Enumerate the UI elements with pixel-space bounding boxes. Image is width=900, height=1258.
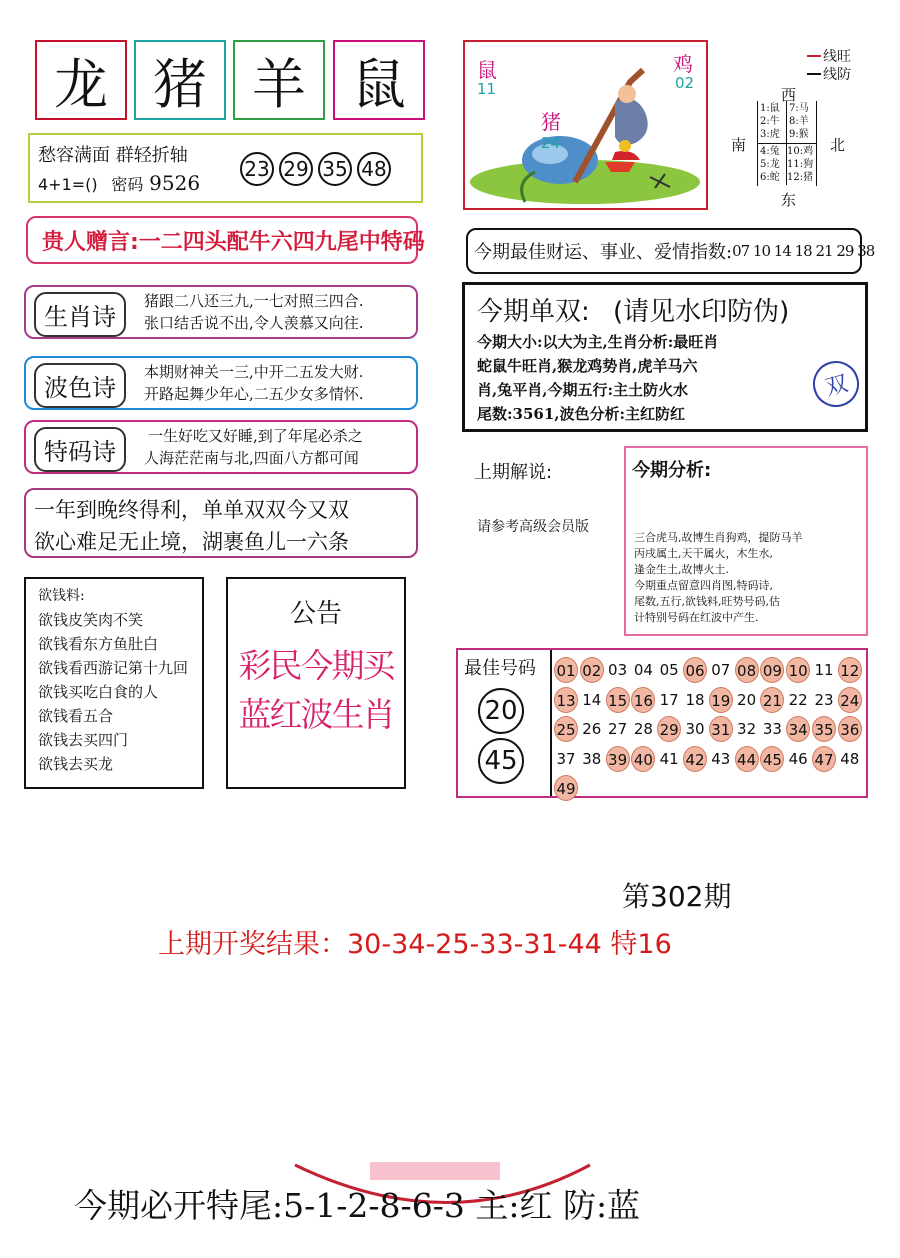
gonggao-line1: 彩民今期买: [238, 646, 394, 685]
grid-number: 16: [631, 687, 655, 713]
poem-line: 一生好吃又好睡,到了年尾必杀之: [148, 427, 363, 445]
legend-label: 线防: [823, 67, 851, 83]
grid-number: 21: [760, 687, 784, 713]
slogan-box: [28, 133, 423, 203]
grid-number: 08: [735, 657, 759, 683]
analysis-line: 尾数,五行,欲钱料,旺势号码,估: [634, 595, 780, 608]
stamp-text: 双: [822, 371, 851, 401]
analysis-line: 今期重点留意四肖图,特码诗,: [634, 579, 773, 592]
list-item: 欲钱看西游记第十九回: [38, 659, 189, 677]
zodiac-box-3: 羊: [233, 40, 325, 120]
zodiac-box-4: 鼠: [333, 40, 425, 120]
grid-number: 07: [711, 661, 731, 679]
legend-wang: [807, 46, 851, 66]
yuqian-box: [24, 577, 204, 789]
circle-numbers: [240, 152, 396, 186]
picture-ji: 鸡: [673, 52, 693, 76]
list-item: 欲钱看五合: [38, 707, 114, 725]
best-left: [458, 650, 550, 796]
analysis-box: [624, 446, 868, 636]
compass-col1: [760, 102, 780, 141]
gonggao-title: 公告: [289, 599, 342, 629]
danshuang-box: [462, 282, 868, 432]
grid-number: 09: [760, 657, 784, 683]
danshuang-line: 蛇鼠牛旺肖,猴龙鸡势肖,虎羊马六: [477, 357, 698, 375]
legend-fang: [807, 64, 851, 84]
picture-shu-num: 11: [477, 80, 497, 98]
circle-number: 48: [357, 152, 391, 186]
compass-cell: 12:猪: [787, 172, 814, 183]
compass: [725, 44, 880, 209]
poem-tag: 特码诗: [34, 427, 126, 472]
grid-number: 43: [711, 749, 731, 768]
best-number-text: 20: [484, 696, 518, 726]
guiren-banner: [26, 216, 425, 264]
poem-line: 开路起舞少年心,二五少女多情怀.: [144, 385, 364, 403]
grid-number: 31: [709, 716, 733, 742]
compass-east: 东: [781, 191, 797, 209]
grid-number: 05: [659, 661, 679, 679]
gonggao-line2: 蓝红波生肖: [238, 695, 394, 734]
analysis-line: 丙戌属土,天干属火，木生水,: [634, 547, 773, 560]
zodiac-box-2: 猪: [134, 40, 226, 120]
grid-number: 23: [814, 690, 834, 709]
gonggao-box: [226, 577, 406, 789]
analysis-line: 逢金生土,故博火土.: [634, 563, 729, 576]
poem-line: 张口结舌说不出,令人羡慕又向往.: [144, 314, 364, 332]
verse-line1: 一年到晚终得利，单单双双今又双: [34, 498, 349, 522]
grid-number: 45: [760, 746, 784, 772]
poem-line: 本期财神关一三,中开二五发大财.: [144, 363, 364, 381]
fortune-numbers: 07 10 14 18 21 29 38: [732, 242, 875, 260]
grid-number: 13: [554, 687, 578, 713]
guiren-text: 贵人赠言:一二四头配牛六四九尾中特码: [42, 229, 425, 255]
analysis-lines: [634, 530, 803, 626]
verse-box: [24, 488, 418, 558]
grid-number: 15: [606, 687, 630, 713]
list-item: 欲钱去买四门: [38, 731, 129, 749]
grid-number: 10: [786, 657, 810, 683]
scene-illustration-icon: [465, 42, 706, 208]
compass-cell: 4:兔: [760, 146, 780, 157]
fortune-box: [466, 228, 875, 274]
list-item: 欲钱看东方鱼肚白: [38, 635, 159, 653]
compass-north: 北: [830, 136, 846, 154]
slogan-line2: [38, 171, 200, 195]
slogan-formula: 4+1=(): [38, 175, 98, 194]
slogan-code-value: 9526: [149, 171, 201, 195]
footer-text: 今期必开特尾:5-1-2-8-6-3 主:红 防:蓝: [74, 1186, 641, 1225]
grid-number: 35: [812, 716, 836, 742]
grid-number: 48: [840, 749, 860, 768]
grid-number: 03: [608, 661, 628, 679]
circle-number: 29: [279, 152, 313, 186]
yuqian-title: 欲钱料:: [38, 588, 85, 604]
best-number-2: [478, 738, 524, 784]
poem-box-bose: [24, 356, 418, 410]
grid-number: 37: [556, 749, 576, 768]
slogan-code-label: 密码: [111, 175, 144, 194]
grid-number: 41: [659, 749, 679, 768]
danshuang-note: (请见水印防伪): [613, 297, 790, 327]
grid-number: 28: [633, 720, 653, 738]
compass-south: 南: [731, 136, 747, 154]
circle-number: 35: [318, 152, 352, 186]
legend-label: 线旺: [823, 49, 851, 65]
compass-cell: 9:猴: [789, 129, 809, 140]
poem-line: 人海茫茫南与北,四面八方都可闻: [144, 449, 359, 467]
zodiac-picture: [463, 40, 708, 210]
grid-number: 49: [554, 775, 578, 801]
poem-box-shengxiao: [24, 285, 418, 339]
grid-number: 18: [685, 690, 705, 709]
analysis-title: 今期分析:: [632, 460, 712, 481]
grid-number: 24: [838, 687, 862, 713]
grid-number: 47: [812, 746, 836, 772]
grid-number: 42: [683, 746, 707, 772]
compass-cell: 11:狗: [787, 159, 814, 170]
danshuang-line: 尾数:3561,波色分析:主红防红: [477, 405, 686, 423]
best-number-text: 45: [484, 746, 518, 776]
grid-number: 20: [737, 690, 757, 709]
grid-number: 38: [582, 749, 602, 768]
grid-number: 27: [608, 720, 628, 738]
grid-number: 06: [683, 657, 707, 683]
grid-number: 26: [582, 720, 602, 738]
list-item: 欲钱买吃白食的人: [38, 683, 159, 701]
last-result: 上期开奖结果：30-34-25-33-31-44 特16: [158, 929, 672, 960]
picture-ji-num: 02: [675, 74, 695, 92]
grid-number: 11: [814, 661, 834, 679]
best-number-1: [478, 688, 524, 734]
list-item: 欲钱皮笑肉不笑: [38, 611, 144, 629]
grid-number: 12: [838, 657, 862, 683]
grid-number: 44: [735, 746, 759, 772]
grid-number: 02: [580, 657, 604, 683]
danshuang-title: 今期单双:: [477, 297, 590, 327]
list-item: 欲钱去买龙: [38, 755, 114, 773]
best-label: 最佳号码: [464, 658, 536, 679]
poem-tag: 波色诗: [34, 363, 126, 408]
grid-number: 22: [788, 690, 808, 709]
picture-zhu: 猪: [541, 110, 561, 134]
analysis-line: 三合虎马,故博生肖狗鸡，提防马羊: [634, 531, 803, 544]
danshuang-line: 今期大小:以大为主,生肖分析:最旺肖: [477, 333, 719, 351]
compass-cell: 10:鸡: [787, 146, 814, 157]
compass-cell: 1:鼠: [760, 103, 780, 114]
compass-west: 西: [781, 86, 797, 104]
compass-cell: 5:龙: [760, 159, 780, 170]
compass-cell: 2:牛: [760, 116, 780, 127]
grid-number: 46: [788, 749, 808, 768]
compass-cell: 7:马: [789, 103, 809, 114]
watermark-stamp: [808, 356, 864, 412]
zodiac-box-1: 龙: [35, 40, 127, 120]
grid-number: 17: [659, 690, 679, 709]
grid-number: 04: [633, 661, 653, 679]
grid-number: 34: [786, 716, 810, 742]
compass-col3: [760, 145, 780, 184]
compass-cell: 3:虎: [760, 129, 780, 140]
last-explain-note: 请参考高级会员版: [477, 519, 589, 535]
fortune-label: 今期最佳财运、事业、爱情指数:: [474, 242, 733, 263]
slogan-line1: 愁容满面 群轻折轴: [38, 145, 188, 166]
danshuang-line: 肖,兔平肖,今期五行:主土防火水: [477, 381, 688, 399]
analysis-line: 计特别号码在红波中产生.: [634, 611, 759, 624]
poem-box-tema: [24, 420, 418, 474]
grid-number: 14: [582, 690, 602, 709]
poem-line: 猪跟二八还三九,一七对照三四合.: [144, 292, 364, 310]
poem-tag: 生肖诗: [34, 292, 126, 337]
verse-line2: 欲心难足无止境，湖裹鱼儿一六条: [34, 530, 349, 554]
compass-col2: [789, 102, 809, 141]
issue-number: 第302期: [622, 880, 732, 913]
grid-number: 01: [554, 657, 578, 683]
picture-zhu-num: 24: [541, 134, 561, 152]
grid-number: 29: [657, 716, 681, 742]
grid-number: 36: [838, 716, 862, 742]
grid-number: 19: [709, 687, 733, 713]
last-explain-title: 上期解说:: [474, 462, 553, 483]
picture-shu: 鼠: [477, 58, 497, 82]
grid-number: 32: [737, 720, 757, 738]
compass-col4: [787, 145, 813, 184]
compass-cell: 6:蛇: [760, 172, 780, 183]
circle-number: 23: [240, 152, 274, 186]
grid-number: 30: [685, 720, 705, 738]
grid-number: 25: [554, 716, 578, 742]
grid-number: 39: [606, 746, 630, 772]
compass-cell: 8:羊: [789, 116, 809, 127]
grid-number: 40: [631, 746, 655, 772]
grid-number: 33: [762, 720, 782, 738]
